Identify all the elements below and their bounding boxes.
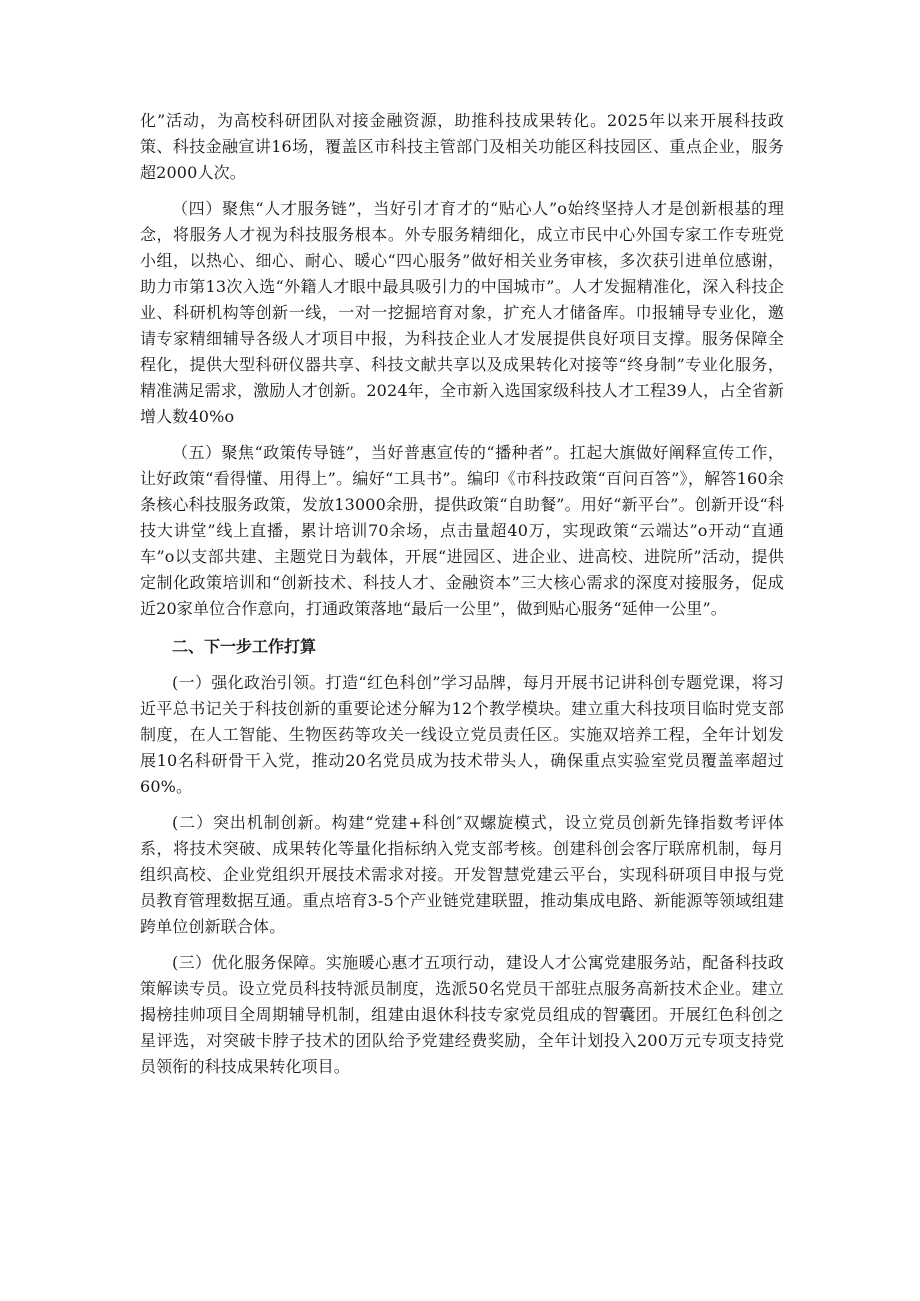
paragraph-plan-mechanism-innovation: (二）突出机制创新。构建“党建+科创″双螺旋模式，设立党员创新先锋指数考评体系，将技术突破、成果转化等量化指标纳入党支部考核。创建科创会客厅联席机制，每月组织高校、企业党组织开展技术需求对接。开发智慧党建云平台，实现科研项目申报与党员教育管理数据互通。重点培育3-5个产业链党建联盟，推动集成电路、新能源等领域组建跨单位创新联合体。	[140, 813, 784, 936]
paragraph-financial-services: 化”活动，为高校科研团队对接金融资源，助推科技成果转化。2025年以来开展科技政策、科技金融宣讲16场，覆盖区市科技主管部门及相关功能区科技园区、重点企业，服务超2000人次。	[140, 111, 784, 182]
document-page	[140, 108, 784, 1090]
paragraph-plan-political-leadership: (一）强化政治引领。打造“红色科创”学习品牌，每月开展书记讲科创专题党课，将习近平总书记关于科技创新的重要论述分解为12个教学模块。建立重大科技项目临时党支部制度，在人工智能、生物医药等攻关一线设立党员责任区。实施双培养工程，全年计划发展10名科研骨干入党，推动20名党员成为技术带头人，确保重点实验室党员覆盖率超过60%。	[140, 673, 784, 796]
paragraph-talent-service-chain: （四）聚焦“人才服务链”，当好引才育才的“贴心人”o始终坚持人才是创新根基的理念，将服务人才视为科技服务根本。外专服务精细化，成立市民中心外国专家工作专班党小组，以热心、细心、耐心、暖心“四心服务”做好相关业务审核，多次获引进单位感谢，助力市第13次入选“外籍人才眼中最具吸引力的中国城市”。人才发掘精准化，深入科技企业、科研机构等创新一线，一对一挖掘培育对象，扩充人才储备库。巾报辅导专业化，邀请专家精细辅导各级人才项目中报，为科技企业人才发展提供良好项目支撑。服务保障全程化，提供大型科研仪器共享、科技文献共享以及成果转化对接等“终身制”专业化服务，精准满足需求，激励人才创新。2024年，全市新入选国家级科技人才工程39人，占全省新增人数40%o	[140, 199, 784, 426]
paragraph-policy-transmission-chain: （五）聚焦“政策传导链”，当好普惠宣传的“播种者”。扛起大旗做好阐释宣传工作，让好政策“看得懂、用得上”。编好“工具书”。编印《市科技政策“百问百答”》，解答160余条核心科技服务政策，发放13000余册，提供政策“自助餐”。用好“新平台”。创新开设“科技大讲堂”线上直播，累计培训70余场，点击量超40万，实现政策“云端达”o开动“直通车”o以支部共建、主题党日为载体，开展“进园区、进企业、进高校、进院所”活动，提供定制化政策培训和“创新技术、科技人才、金融资本”三大核心需求的深度对接服务，促成近20家单位合作意向，打通政策落地“最后一公里”，做到贴心服务“延伸一公里”。	[140, 443, 784, 618]
section-heading-next-steps: 二、下一步工作打算	[172, 637, 317, 656]
paragraph-plan-service-support: (三）优化服务保障。实施暖心惠才五项行动，建设人才公寓党建服务站，配备科技政策解读专员。设立党员科技特派员制度，选派50名党员干部驻点服务高新技术企业。建立揭榜挂帅项目全周期辅导机制，组建由退休科技专家党员组成的智囊团。开展红色科创之星评选，对突破卡脖子技术的团队给予党建经费奖励，全年计划投入200万元专项支持党员领衔的科技成果转化项目。	[140, 953, 784, 1076]
